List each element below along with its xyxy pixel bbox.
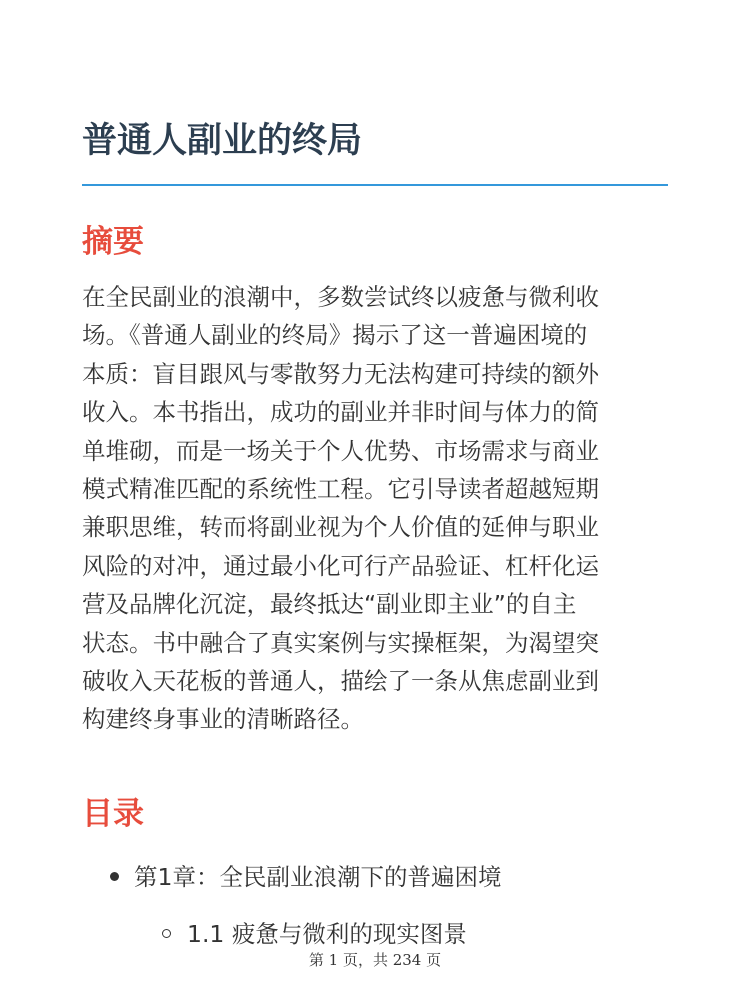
abstract-body xyxy=(82,278,672,739)
abstract-line: 风险的对冲，通过最小化可行产品验证、杠杆化运 xyxy=(82,551,599,580)
bullet-disc-icon xyxy=(110,872,119,881)
abstract-line: 收入。本书指出，成功的副业并非时间与体力的简 xyxy=(82,398,599,427)
abstract-line: 兼职思维，转而将副业视为个人价值的延伸与职业 xyxy=(82,513,599,542)
abstract-line: 在全民副业的浪潮中，多数尝试终以疲惫与微利收 xyxy=(82,283,599,311)
toc-item-chapter-1[interactable] xyxy=(110,860,501,894)
abstract-line: 状态。书中融合了真实案例与实操框架，为渴望突 xyxy=(82,628,599,657)
abstract-heading: 摘要 xyxy=(82,224,144,260)
toc-heading: 目录 xyxy=(82,796,144,832)
abstract-line: 本质：盲目跟风与零散努力无法构建可持续的额外 xyxy=(82,359,599,388)
toc-item-section-1-1[interactable] xyxy=(162,917,467,951)
toc-item-label: 第1章：全民副业浪潮下的普遍困境 xyxy=(134,863,502,891)
page-footer: 第 1 页，共 234 页 xyxy=(308,951,442,969)
document-title: 普通人副业的终局 xyxy=(82,121,363,161)
abstract-line: 模式精准匹配的系统性工程。它引导读者超越短期 xyxy=(82,475,599,504)
title-divider xyxy=(82,184,668,186)
toc-item-label: 1.1 疲惫与微利的现实图景 xyxy=(187,920,467,948)
abstract-line: 破收入天花板的普通人，描绘了一条从焦虑副业到 xyxy=(82,667,599,696)
abstract-line: 营及品牌化沉淀，最终抵达“副业即主业”的自主 xyxy=(82,590,577,619)
abstract-line: 场。《普通人副业的终局》揭示了这一普遍困境的 xyxy=(82,321,588,350)
abstract-line: 单堆砌，而是一场关于个人优势、市场需求与商业 xyxy=(82,436,599,465)
bullet-circle-icon xyxy=(162,929,171,938)
abstract-line: 构建终身事业的清晰路径。 xyxy=(82,705,364,734)
